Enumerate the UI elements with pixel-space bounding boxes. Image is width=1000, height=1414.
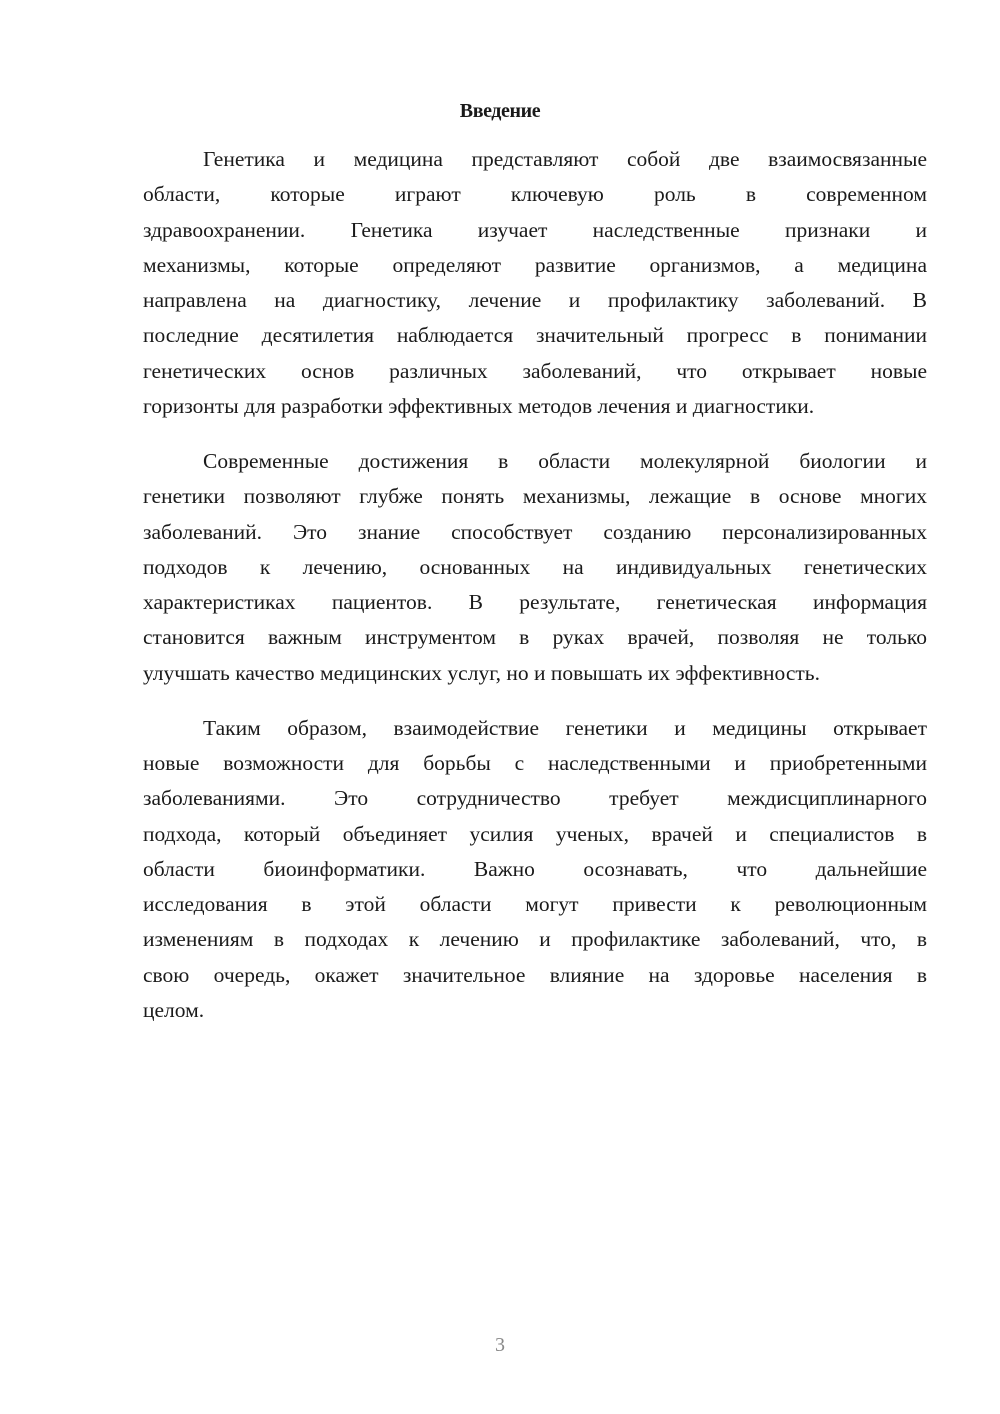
text-line: подхода, который объединяет усилия ученых, врачей и специалистов в: [143, 821, 927, 846]
text-line: области биоинформатики. Важно осознавать, что дальнейшие: [143, 856, 927, 881]
text-line: механизмы, которые определяют развитие организмов, а медицина: [143, 252, 927, 277]
page-number: 3: [495, 1334, 505, 1356]
paragraph: [143, 711, 927, 1029]
text-line: Таким образом, взаимодействие генетики и медицины открывает: [203, 715, 927, 740]
text-line: характеристиках пациентов. В результате, генетическая информация: [143, 590, 927, 615]
text-line: улучшать качество медицинских услуг, но и повышать их эффективность.: [143, 660, 820, 685]
paragraph: [143, 142, 927, 424]
text-line: последние десятилетия наблюдается значительный прогресс в понимании: [143, 323, 927, 348]
text-line: изменениям в подходах к лечению и профилактике заболеваний, что, в: [143, 927, 927, 952]
text-line: свою очередь, окажет значительное влияние на здоровье населения в: [143, 962, 927, 987]
text-line: Генетика и медицина представляют собой две взаимосвязанные: [203, 147, 927, 171]
text-line: генетики позволяют глубже понять механизмы, лежащие в основе многих: [143, 484, 927, 509]
text-line: направлена на диагностику, лечение и профилактику заболеваний. В: [143, 288, 927, 313]
text-line: целом.: [143, 998, 205, 1023]
text-line: здравоохранении. Генетика изучает наследственные признаки и: [143, 217, 927, 242]
text-line: подходов к лечению, основанных на индивидуальных генетических: [143, 554, 927, 579]
text-line: Современные достижения в области молекулярной биологии и: [203, 448, 927, 473]
text-line: генетических основ различных заболеваний, что открывает новые: [143, 358, 927, 383]
paragraph: [143, 444, 927, 691]
text-line: заболеваниями. Это сотрудничество требует междисциплинарного: [143, 786, 927, 811]
text-line: исследования в этой области могут привести к революционным: [143, 892, 927, 917]
section-title: Введение: [459, 100, 541, 122]
body-text: [143, 142, 927, 1048]
text-line: горизонты для разработки эффективных методов лечения и диагностики.: [143, 394, 815, 419]
text-line: становится важным инструментом в руках врачей, позволяя не только: [143, 625, 927, 650]
text-line: заболеваний. Это знание способствует созданию персонализированных: [143, 519, 927, 544]
text-line: новые возможности для борьбы с наследственными и приобретенными: [143, 750, 927, 775]
text-line: области, которые играют ключевую роль в современном: [143, 182, 927, 207]
